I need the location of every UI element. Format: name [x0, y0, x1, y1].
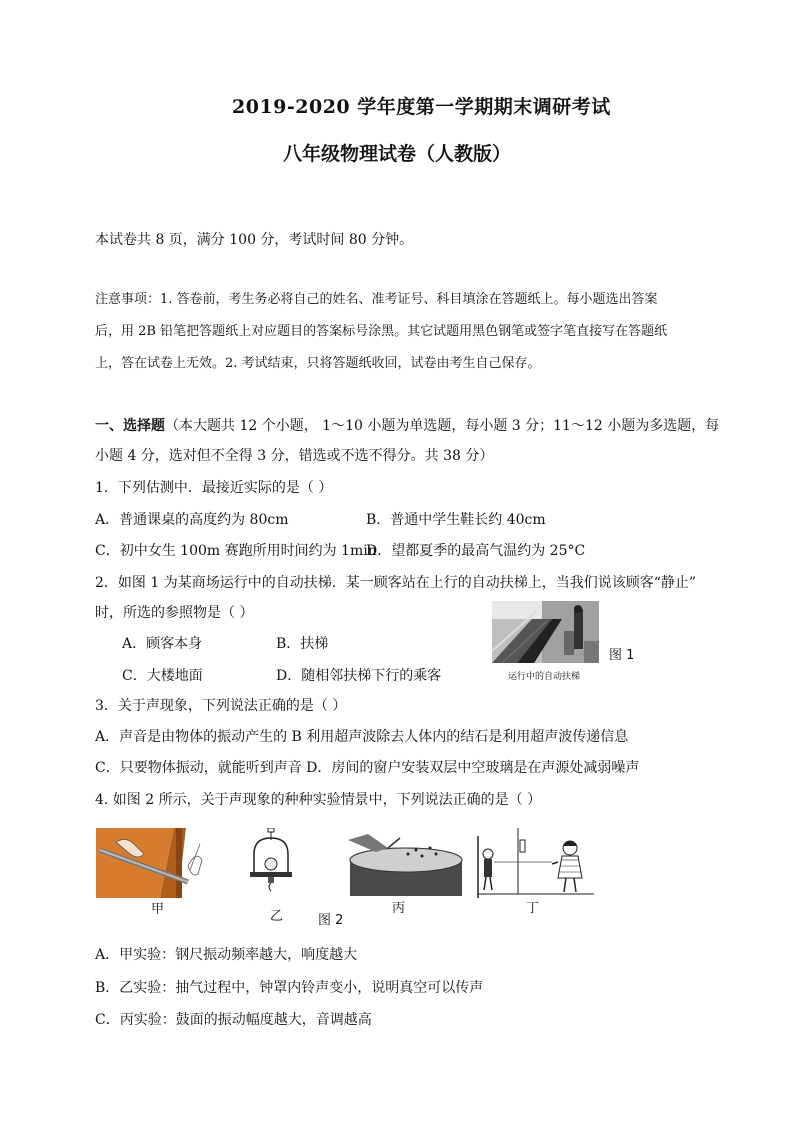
figure-1-label: 图 1 [609, 648, 635, 663]
q2-option-c: C．大楼地面 [122, 668, 203, 684]
exam-subtitle: 八年级物理试卷（人教版） [283, 143, 512, 165]
string-telephone-image [474, 828, 594, 898]
figure-2-label: 图 2 [318, 913, 344, 928]
section-1-desc-2: 小题 4 分，选对但不全得 3 分，错选或不选不得分。共 38 分） [95, 448, 494, 464]
q3-stem: 3．关于声现象，下列说法正确的是（ ） [95, 698, 347, 714]
section-1-desc-1: （本大题共 12 个小题， 1～10 小题为单选题，每小题 3 分；11～12 小题为多选题，每 [165, 418, 720, 434]
figure-1-caption: 运行中的自动扶梯 [508, 672, 581, 682]
drum-experiment-image [348, 830, 464, 896]
notes-line-1: 注意事项：1. 答卷前，考生务必将自己的姓名、准考证号、科目填涂在答题纸上。每小题选出答案 [95, 292, 658, 307]
notes-line-3: 上，答在试卷上无效。2. 考试结束，只将答题纸收回，试卷由考生自己保存。 [95, 356, 541, 371]
figure-2-label-bing: 丙 [392, 901, 406, 916]
notes-line-2: 后，用 2B 铅笔把答题纸上对应题目的答案标号涂黑。其它试题用黑色钢笔或签字笔直接写在答题纸 [95, 324, 668, 339]
figure-2-label-yi: 乙 [270, 909, 284, 924]
q2-option-d: D．随相邻扶梯下行的乘客 [276, 668, 442, 684]
q2-option-b: B．扶梯 [276, 636, 329, 652]
figure-2-label-jia: 甲 [151, 902, 165, 917]
escalator-photo [492, 601, 599, 663]
bell-jar-image [246, 828, 296, 894]
q1-option-c: C．初中女生 100m 赛跑所用时间约为 1min [95, 543, 377, 559]
figure-2-panel-bing [348, 830, 464, 896]
exam-title: 2019-2020 学年度第一学期期末调研考试 [232, 96, 611, 118]
section-1-heading: 一、选择题 [95, 418, 165, 434]
q4-stem: 4. 如图 2 所示，关于声现象的种种实验情景中，下列说法正确的是（ ） [95, 792, 542, 808]
q2-option-a: A．顾客本身 [122, 636, 203, 652]
section-1-header [95, 418, 719, 434]
figure-2-panel-yi [246, 828, 296, 894]
q4-option-c: C．丙实验：鼓面的振动幅度越大，音调越高 [95, 1012, 372, 1028]
q1-option-b: B．普通中学生鞋长约 40cm [366, 512, 546, 528]
q3-options-ab: A．声音是由物体的振动产生的 B 利用超声波除去人体内的结石是利用超声波传递信息 [95, 729, 629, 745]
q3-options-cd: C．只要物体振动，就能听到声音 D．房间的窗户安装双层中空玻璃是在声源处减弱噪声 [95, 760, 640, 776]
intro-text: 本试卷共 8 页，满分 100 分，考试时间 80 分钟。 [95, 232, 414, 248]
q4-option-a: A．甲实验：钢尺振动频率越大，响度越大 [95, 947, 358, 963]
q4-option-b: B．乙实验：抽气过程中，钟罩内铃声变小，说明真空可以传声 [95, 980, 484, 996]
q2-stem-2: 时，所选的参照物是（ ） [95, 605, 254, 621]
escalator-image [492, 601, 599, 663]
figure-2-panel-ding [474, 828, 594, 898]
q1-option-d: D．望都夏季的最高气温约为 25°C [366, 543, 586, 559]
q1-option-a: A．普通课桌的高度约为 80cm [95, 512, 289, 528]
ruler-experiment-image [96, 828, 208, 898]
figure-2-label-ding: 丁 [526, 901, 540, 916]
q2-stem-1: 2．如图 1 为某商场运行中的自动扶梯．某一顾客站在上行的自动扶梯上，当我们说该顾客“静止” [95, 575, 697, 591]
figure-2-panel-jia [96, 828, 208, 898]
q1-stem: 1．下列估测中．最接近实际的是（ ） [95, 480, 333, 496]
